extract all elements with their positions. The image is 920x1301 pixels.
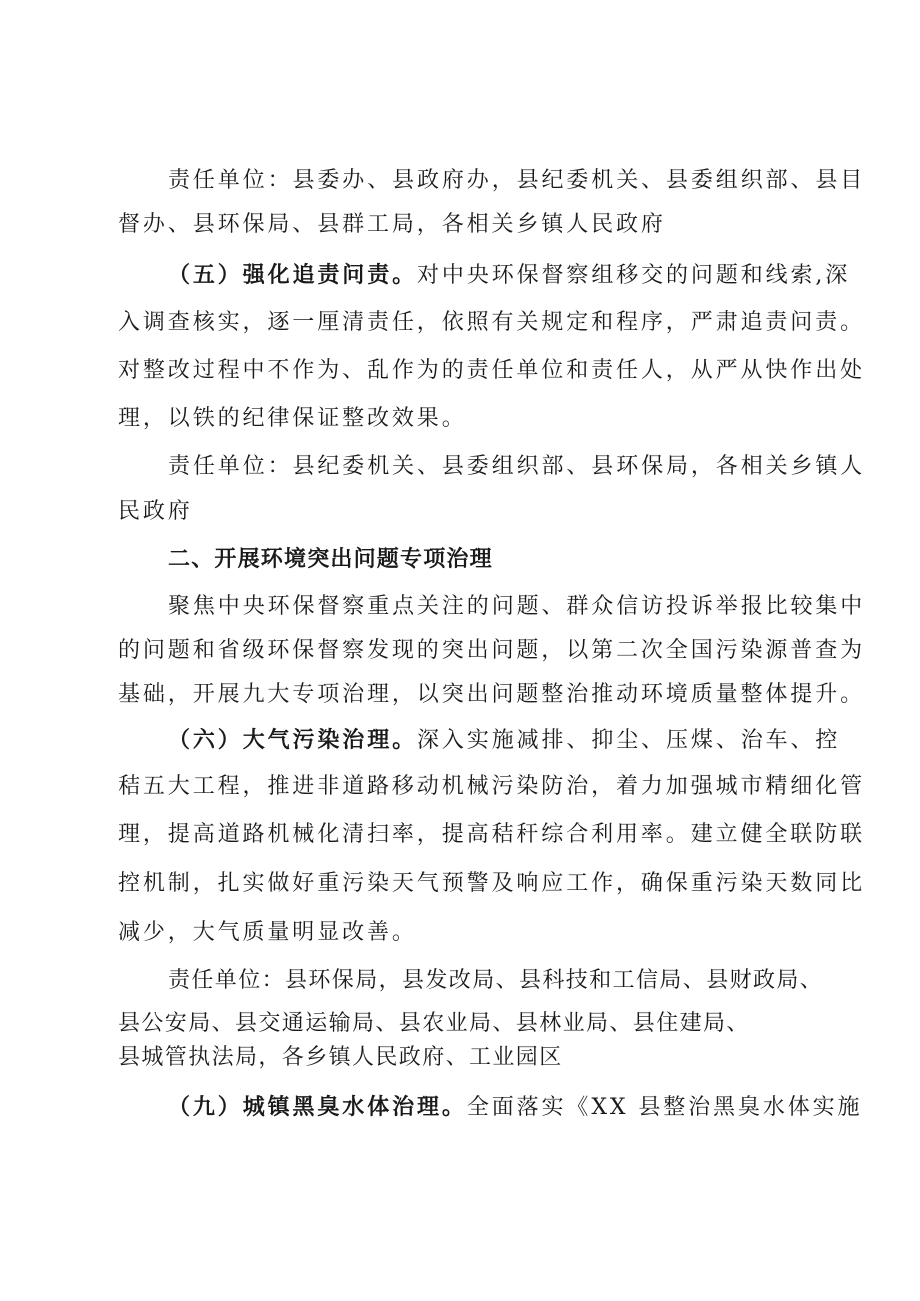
section-text: 深入实施减排、抑尘、压煤、治车、控 (417, 728, 841, 753)
text-line: 县公安局、县交通运输局、县农业局、县林业局、县住建局、 (118, 1011, 750, 1036)
section-text: 对中央环保督察组移交的问题和线索,深 (417, 263, 851, 288)
text-line: 入调查核实，逐一厘清责任，依照有关规定和程序，严肃追责问责。 (118, 310, 866, 335)
text-line: 对整改过程中不作为、乱作为的责任单位和责任人，从严从快作出处 (118, 358, 866, 383)
text-line: 县城管执法局，各乡镇人民政府、工业园区 (118, 1045, 563, 1070)
chapter-heading: 二、开展环境突出问题专项治理 (168, 547, 493, 572)
text-line: 秸五大工程，推进非道路移动机械污染防治，着力加强城市精细化管 (118, 774, 866, 799)
text-line: 聚焦中央环保督察重点关注的问题、群众信访投诉举报比较集中 (168, 594, 866, 619)
text-line: 减少，大气质量明显改善。 (118, 920, 417, 945)
text-line (168, 260, 851, 290)
text-line: 责任单位：县环保局，县发改局、县科技和工信局、县财政局、 (168, 968, 824, 993)
text-line: 督办、县环保局、县群工局，各相关乡镇人民政府 (118, 212, 666, 237)
text-line: 的问题和省级环保督察发现的突出问题，以第二次全国污染源普查为 (118, 638, 866, 663)
text-line: 控机制，扎实做好重污染天气预警及响应工作，确保重污染天数同比 (118, 871, 866, 896)
section-text: 全面落实《XX 县整治黑臭水体实施 (466, 1095, 863, 1120)
text-line: 民政府 (118, 499, 193, 524)
text-line: 理，提高道路机械化清扫率，提高秸秆综合利用率。建立健全联防联 (118, 822, 866, 847)
section-title: （六）大气污染治理。 (168, 727, 418, 753)
text-line: 基础，开展九大专项治理，以突出问题整治推动环境质量整体提升。 (118, 682, 866, 707)
text-line (168, 1092, 863, 1122)
text-line: 理，以铁的纪律保证整改效果。 (118, 406, 467, 431)
text-line: 责任单位：县纪委机关、县委组织部、县环保局，各相关乡镇人 (168, 454, 866, 479)
section-title: （九）城镇黑臭水体治理。 (168, 1094, 467, 1120)
text-line: 责任单位：县委办、县政府办，县纪委机关、县委组织部、县目 (168, 168, 866, 193)
text-line (168, 725, 841, 755)
section-title: （五）强化追责问责。 (168, 262, 418, 288)
